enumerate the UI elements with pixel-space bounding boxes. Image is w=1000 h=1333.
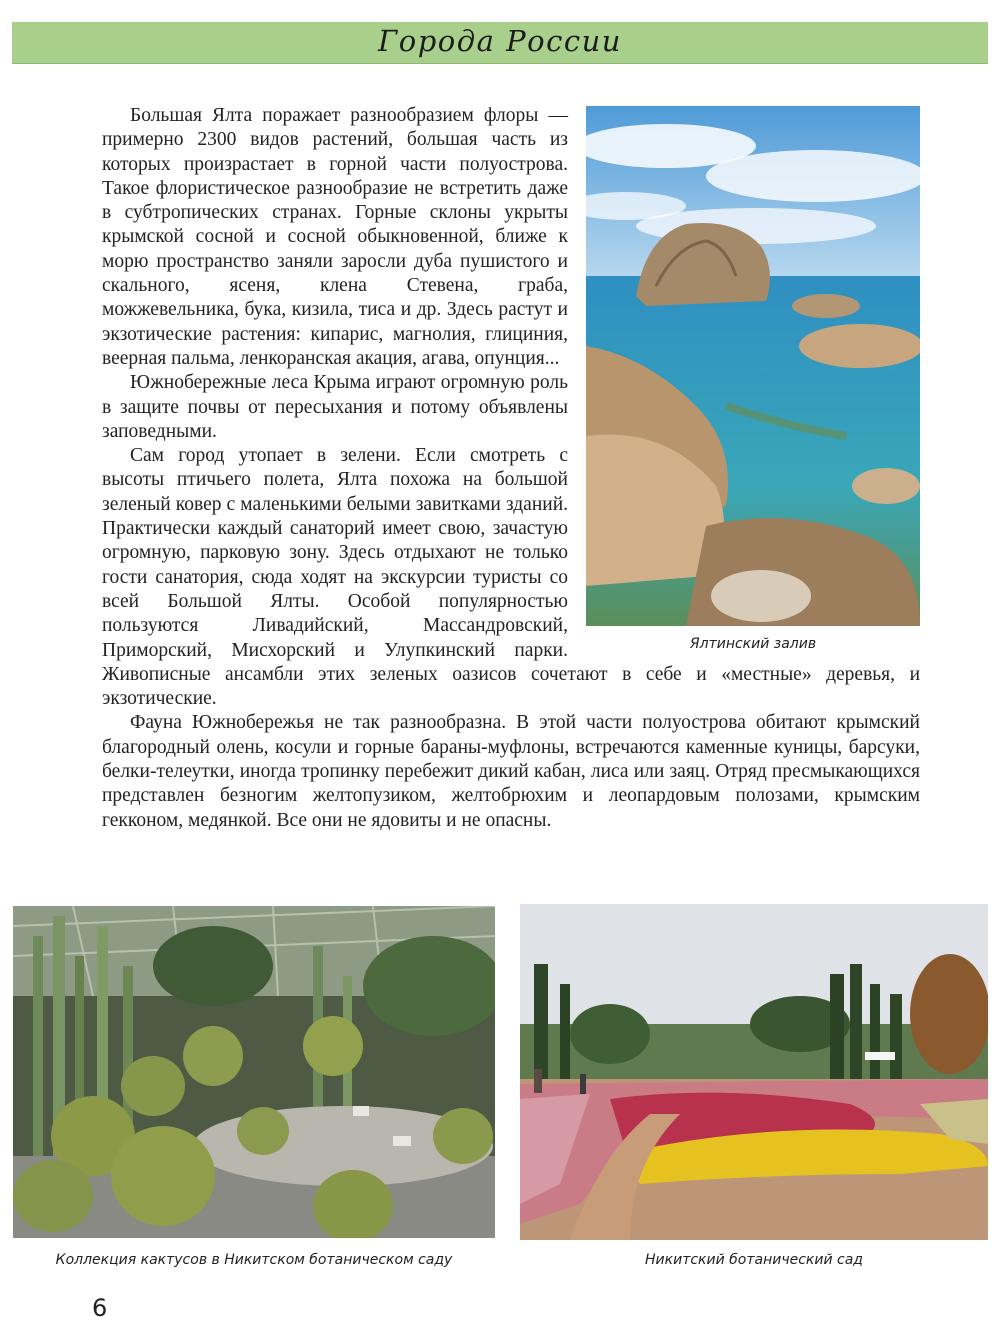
garden-caption: Никитский ботанический сад	[645, 1252, 863, 1268]
bay-caption: Ялтинский залив	[689, 636, 817, 652]
article-body	[102, 104, 920, 833]
paragraph-fauna: Фауна Южнобережья не так разнообразна. В этой части полуострова обитают крымский благородный олень, косули и горные бараны-муфлоны, встречаются каменные куницы, барсуки, белки-телеутки, иногда тропинку перебежит дикий кабан, лиса или заяц. Отряд пресмыкающихся представлен безногим желтопузиком, желтобрюхим и леопардовым полозами, крымским гекконом, медянкой. Все они не ядовиты и не опасны.	[102, 712, 920, 831]
page-number: 6	[92, 1294, 108, 1322]
section-header	[12, 22, 988, 64]
garden-photo	[520, 904, 988, 1240]
cacti-caption: Коллекция кактусов в Никитском ботаническом саду	[55, 1252, 453, 1268]
paragraph-forests: Южнобережные леса Крыма играют огромную роль в защите почвы от пересыхания и потому объявлены заповедными.	[102, 372, 568, 442]
paragraph-flora: Большая Ялта поражает разнообразием флоры — примерно 2300 видов растений, большая часть из которых произрастает в горной части полуострова. Такое флористическое разнообразие не встретить даже в субтропических странах. Горные склоны укрыты крымской сосной и сосной обыкновенной, ближе к морю пространство заняли заросли дуба пушистого и скального, ясеня, клена Стевена, граба, можжевельника, бука, кизила, тиса и др. Здесь растут и экзотические растения: кипарис, магнолия, глициния, веерная пальма, ленкоранская акация, агава, опунция...	[102, 105, 568, 369]
cacti-photo	[13, 906, 495, 1238]
section-title: Города России	[378, 24, 622, 58]
bay-figure	[586, 106, 920, 652]
bay-photo	[586, 106, 920, 626]
paragraph-city: Сам город утопает в зелени. Если смотреть с высоты птичьего полета, Ялта похожа на большой зеленый ковер с маленькими белыми завитками зданий. Практически каждый санаторий имеет свою, зачастую огромную, парковую зону. Здесь отдыхают не только гости санатория, сюда ходят на экскурсии туристы со всей Большой Ялты. Особой популярностью пользуются Ливадийский, Массандровский, Приморский, Мисхорский и Улупкинский парки. Живописные ансамбли этих зеленых оазисов сочетают в себе и «местные» деревья, и экзотические.	[102, 445, 920, 710]
